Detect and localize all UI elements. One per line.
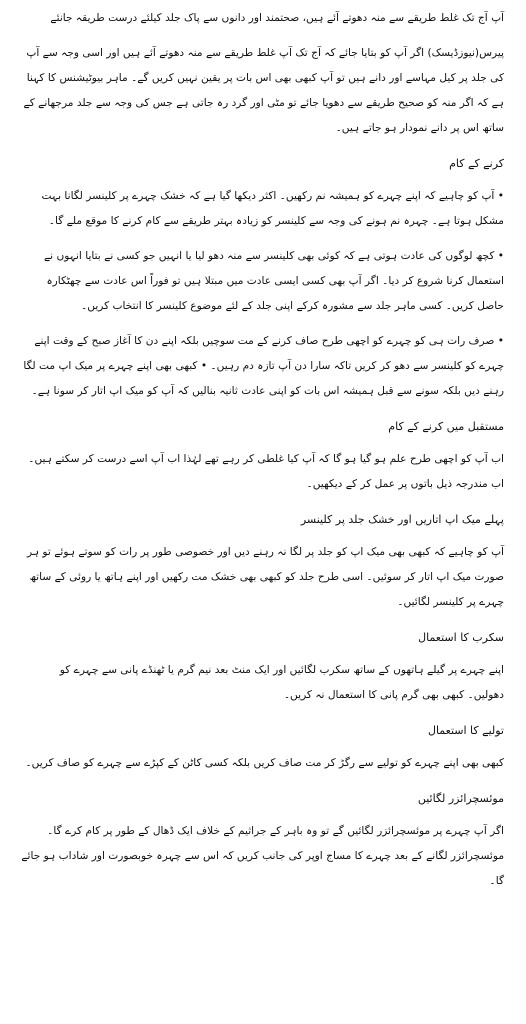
intro-paragraph: پیرس(نیوزڈیسک) اگر آپ کو بتایا جائے کہ آج تک آپ غلط طریقے سے منہ دھوتے آئے ہیں اور اسی وجہ سے آپ کی جلد پر کیل مہاسے اور دانے ہیں تو آپ کبھی بھی اس بات پر یقین نہیں کریں گے۔ ماہر بیوٹیشنس کا کہنا ہے کہ اگر منہ کو صحیح طریقے سے دھویا جائے تو مٹی اور گرد رہ جاتی ہے جس کی وجہ سے جلد مرجھانے کے ساتھ اس پر دانے نمودار ہو جاتے ہیں۔ xyxy=(23,47,504,134)
bullet-paragraph-moist-face: • آپ کو چاہیے کہ اپنے چہرے کو ہمیشہ نم رکھیں۔ اکثر دیکھا گیا ہے کہ خشک چہرے پر کلینسر لگانا بہت مشکل ہوتا ہے۔ چہرہ نم ہونے کی وجہ سے کلینسر کو زیادہ بہتر طریقے سے کام کرنے کا موقع ملے گا۔ xyxy=(41,190,504,227)
article-title: آپ آج تک غلط طریقے سے منہ دھوتے آئے ہیں، صحتمند اور دانوں سے پاک جلد کیلئے درست طریقہ جانئے xyxy=(50,12,504,24)
towel-paragraph: کبھی بھی اپنے چہرے کو تولیے سے رگڑ کر مت صاف کریں بلکہ کسی کاٹن کے کپڑے سے چہرے کو صاف کریں۔ xyxy=(25,757,504,769)
remove-makeup-paragraph: آپ کو چاہیے کہ کبھی بھی میک اپ کو جلد پر لگا نہ رہنے دیں اور خصوصی طور پر رات کو سوتے ہوئے تو ہر صورت میک اپ اتار کر سوئیں۔ اسی طرح جلد کو کبھی بھی خشک مت رکھیں اور اپنے ہاتھ یا روئی کے ساتھ چہرے پر کلینسر لگائیں۔ xyxy=(26,546,504,608)
scrub-paragraph: اپنے چہرے پر گیلے ہاتھوں کے ساتھ سکرب لگائیں اور ایک منٹ بعد نیم گرم یا ٹھنڈے پانی سے چہرے کو دھولیں۔ کبھی بھی گرم پانی کا استعمال نہ کریں۔ xyxy=(59,664,504,701)
moisturizer-paragraph: اگر آپ چہرے پر موئسچرائزر لگائیں گے تو وہ باہر کے جراثیم کے خلاف ایک ڈھال کے طور پر کام کرے گا۔ موئسچرائزر لگانے کے بعد چہرے کا مساج اوپر کی جانب کریں کہ اس سے چہرہ خوبصورت اور شاداب ہو جائے گا۔ xyxy=(21,825,504,887)
section-heading-towel: تولیے کا استعمال xyxy=(427,724,504,737)
section-heading-moisturizer: موئسچرائزر لگائیں xyxy=(417,792,504,805)
section-heading-remove-makeup: پہلے میک اپ اتاریں اور خشک جلد پر کلینسر xyxy=(300,513,504,526)
section-heading-scrub: سکرب کا استعمال xyxy=(418,631,504,644)
section-heading-dos: کرنے کے کام xyxy=(449,157,504,170)
bullet-paragraph-choose-cleanser: • کچھ لوگوں کی عادت ہوتی ہے کہ کوئی بھی کلینسر سے منہ دھو لیا یا انہیں جو کسی نے بتایا انہوں نے استعمال کرنا شروع کر دیا۔ اگر آپ بھی کسی ایسی عادت میں مبتلا ہیں تو فوراً اس عادت سے چھٹکارہ حاصل کریں۔ کسی ماہر جلد سے مشورہ کرکے اپنی جلد کے لئے موضوع کلینسر کا انتخاب کریں۔ xyxy=(43,250,504,312)
section-heading-future: مستقبل میں کرنے کے کام xyxy=(388,420,504,433)
bullet-paragraph-morning-wash: • صرف رات ہی کو چہرے کو اچھی طرح صاف کرنے کے مت سوچیں بلکہ اپنے دن کا آغاز صبح کے وقت اپنے چہرے کو کلینسر سے دھو کر کریں تاکہ سارا دن آپ تازہ دم رہیں۔ • کبھی بھی اپنے چہرے پر میک اپ مت لگا رہنے دیں بلکہ سونے سے قبل ہمیشہ اس بات کو اپنی عادت ثانیہ بنالیں کہ آپ کو میک اپ اتار کر سونا ہے۔ xyxy=(23,335,504,397)
future-paragraph: اب آپ کو اچھی طرح علم ہو گیا ہو گا کہ آپ کیا غلطی کر رہے تھے لہٰذا اب آپ اسے درست کر سکتے ہیں۔ اب مندرجہ ذیل باتوں پر عمل کر کے دیکھیں۔ xyxy=(28,453,504,490)
